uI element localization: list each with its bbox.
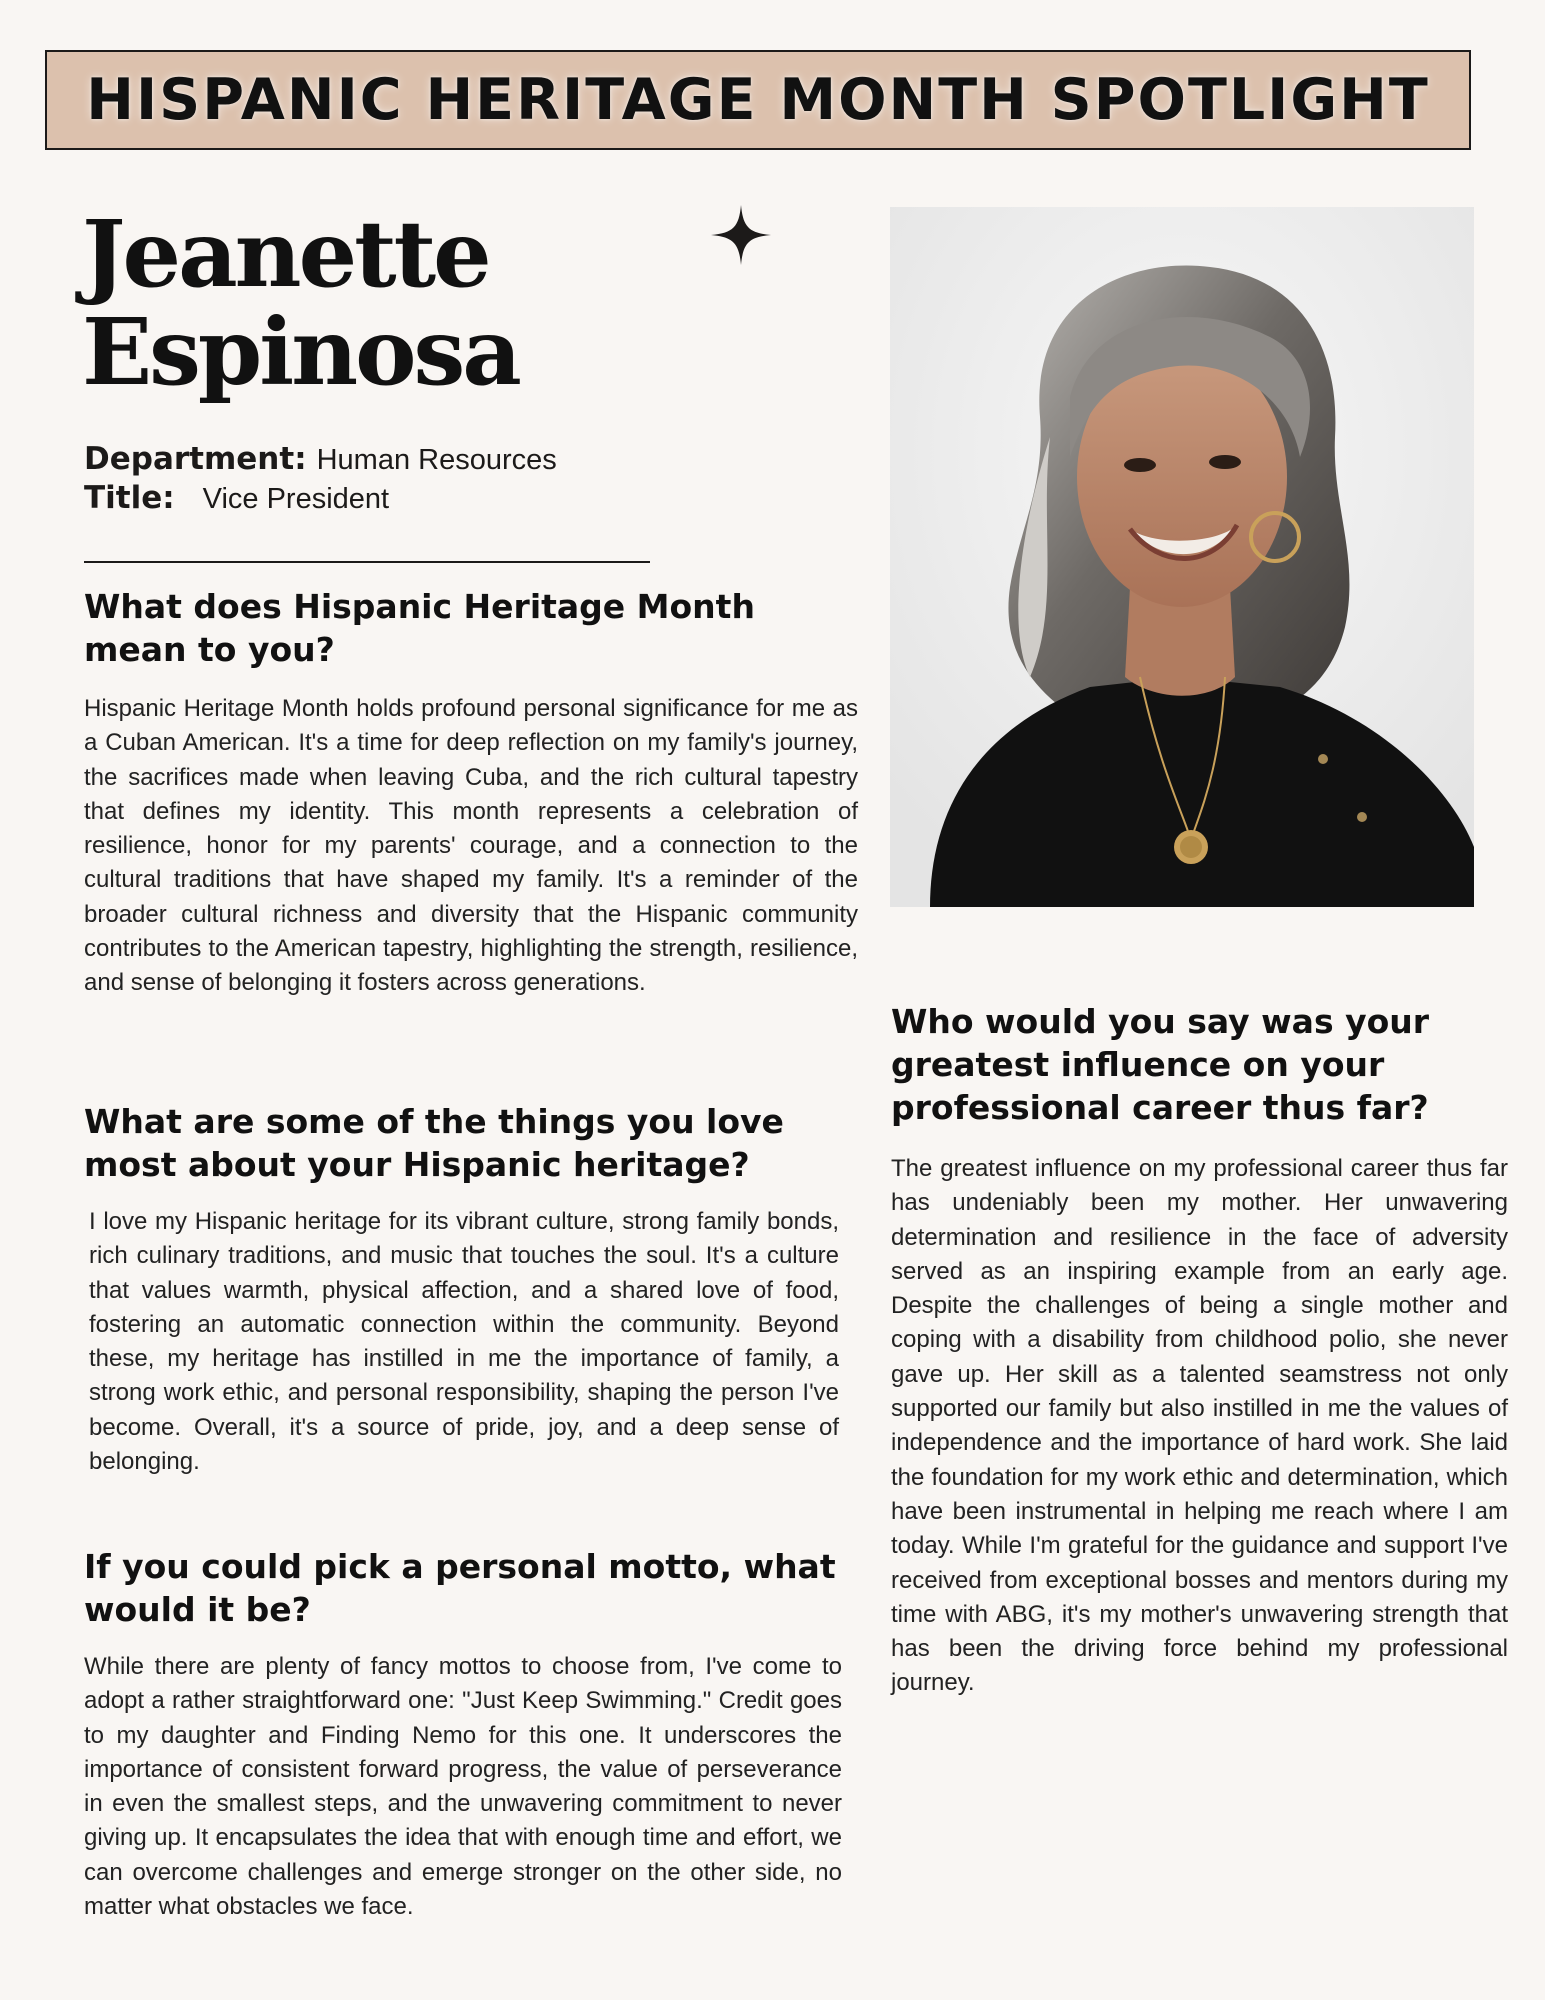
answer-love-heritage: I love my Hispanic heritage for its vibrant culture, strong family bonds, rich culinary traditions, and music that touches the soul. It's a culture that values warmth, physical affection, and a shared love of food, fostering an automatic connection within the community. Beyond these, my heritage has instilled in me the importance of family, a strong work ethic, and personal responsibility, shaping the person I've become. Overall, it's a source of pride, joy, and a deep sense of belonging.	[89, 1208, 839, 1476]
divider	[84, 561, 650, 563]
answer-heritage-month: Hispanic Heritage Month holds profound personal significance for me as a Cuban American. It's a time for deep reflection on my family's journey, the sacrifices made when leaving Cuba, and the rich cultural tapestry that defines my identity. This month represents a celebration of resilience, honor for my parents' courage, and a connection to the cultural traditions that have shaped my family. It's a reminder of the broader cultural richness and diversity that the Hispanic community contributes to the American tapestry, highlighting the strength, resilience, and sense of belonging it fosters across generations.	[84, 695, 858, 997]
employee-first-name: Jeanette	[82, 200, 489, 308]
portrait-illustration	[890, 207, 1474, 907]
title-row	[84, 479, 557, 518]
answer-personal-motto: While there are plenty of fancy mottos to choose from, I've come to adopt a rather straightforward one: "Just Keep Swimming." Credit goes to my daughter and Finding Nemo for this one. It underscores the importance of consistent forward progress, the value of perseverance in even the smallest steps, and the unwavering commitment to never giving up. It encapsulates the idea that with enough time and effort, we can overcome challenges and emerge stronger on the other side, no matter what obstacles we face.	[84, 1653, 842, 1921]
answer-greatest-influence: The greatest influence on my professional career thus far has undeniably been my mother. Her unwavering determination and resilience in the face of adversity served as an inspiring example from an early age. Despite the challenges of being a single mother and coping with a disability from childhood polio, she never gave up. Her skill as a talented seamstress not only supported our family but also instilled in me the values of independence and the importance of hard work. She laid the foundation for my work ethic and determination, which have been instrumental in helping me reach where I am today. While I'm grateful for the guidance and support I've received from exceptional bosses and mentors during my time with ABG, it's my mother's unwavering strength that has been the driving force behind my professional journey.	[891, 1155, 1508, 1697]
employee-details	[84, 440, 557, 518]
department-value: Human Resources	[316, 444, 557, 476]
question-greatest-influence: Who would you say was your greatest influence on your professional career thus far?	[891, 1002, 1430, 1127]
spotlight-banner	[45, 50, 1471, 150]
portrait-photo	[890, 207, 1474, 907]
title-label: Title:	[84, 480, 175, 516]
department-row	[84, 440, 557, 479]
question-love-heritage: What are some of the things you love most about your Hispanic heritage?	[84, 1102, 784, 1184]
employee-name	[82, 200, 519, 406]
employee-last-name: Espinosa	[82, 298, 519, 406]
department-label: Department:	[84, 441, 307, 477]
banner-title: HISPANIC HERITAGE MONTH SPOTLIGHT	[86, 67, 1430, 133]
four-point-star-icon	[711, 205, 771, 265]
title-value: Vice President	[202, 483, 390, 515]
question-personal-motto: If you could pick a personal motto, what would it be?	[84, 1547, 836, 1629]
question-heritage-month: What does Hispanic Heritage Month mean to you?	[84, 587, 755, 669]
